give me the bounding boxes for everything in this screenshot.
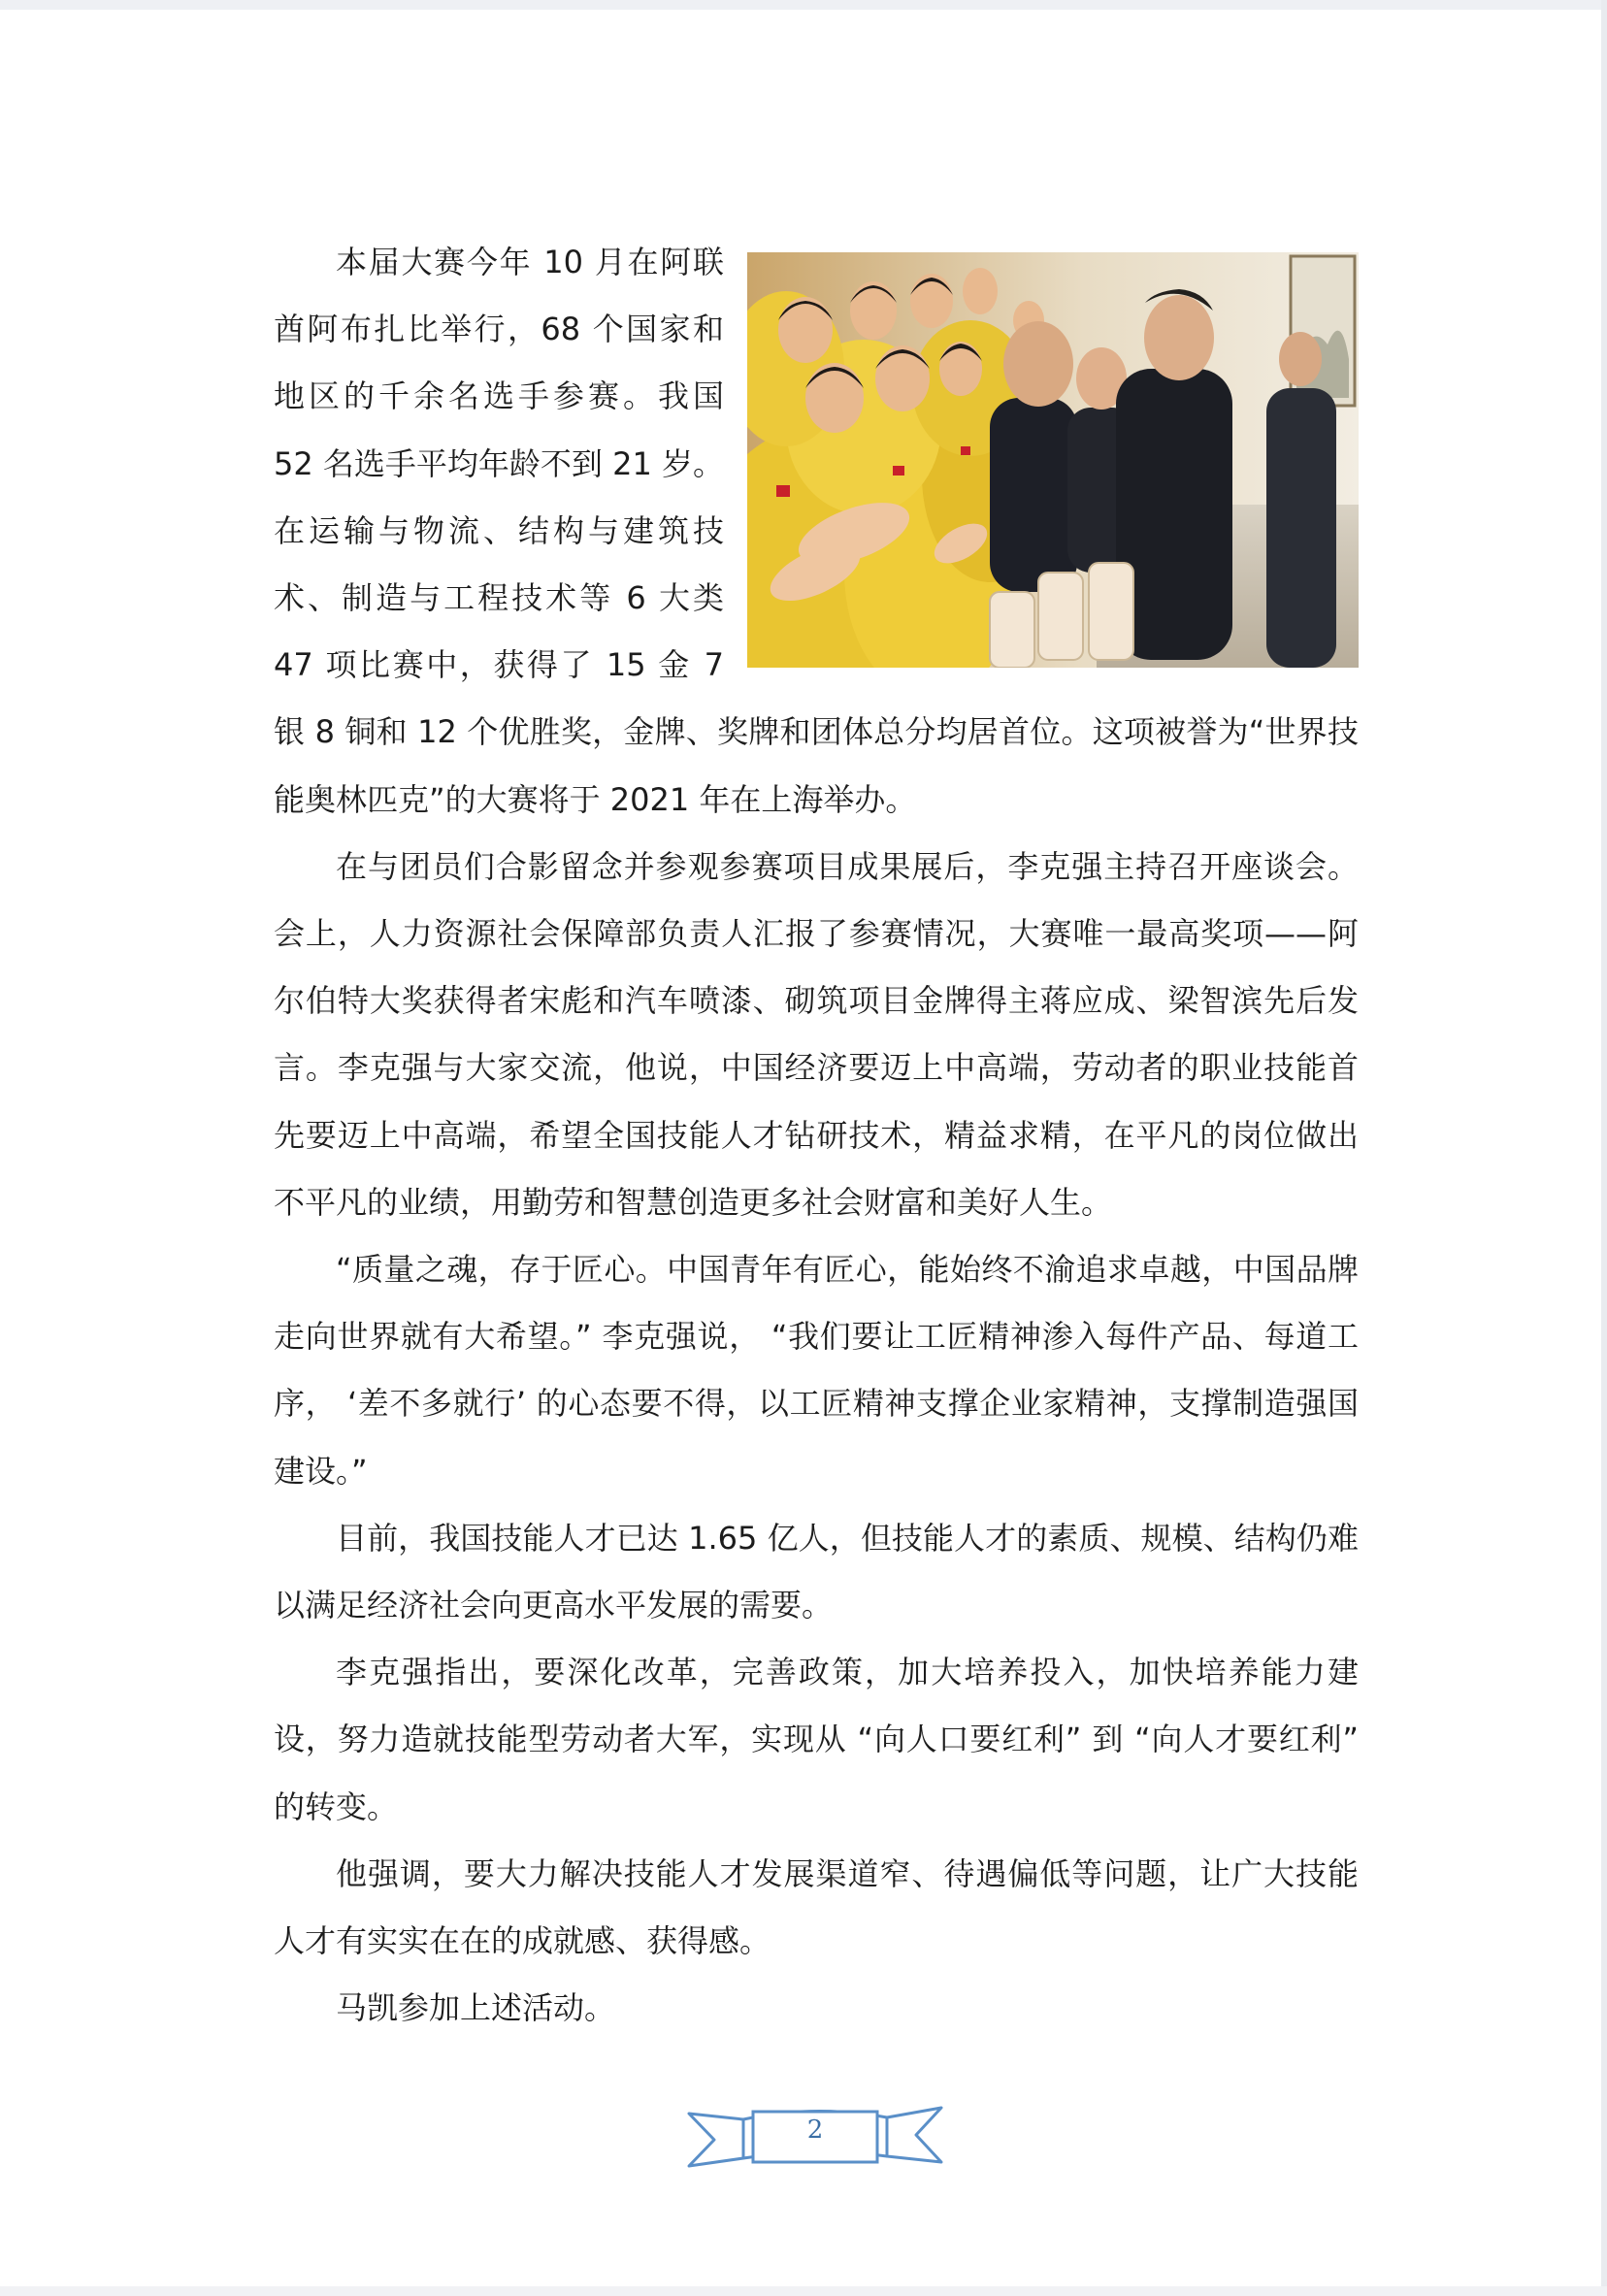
scan-edge-right	[1601, 0, 1607, 2296]
page-number-ribbon	[685, 2098, 945, 2172]
paragraph-2: 在与团员们合影留念并参观参赛项目成果展后，李克强主持召开座谈会。会上，人力资源社会保障部负责人汇报了参赛情况，大赛唯一最高奖项——阿尔伯特大奖获得者宋彪和汽车喷漆、砌筑项目金牌得主蒋应成、梁智滨先后发言。李克强与大家交流，他说，中国经济要迈上中高端，劳动者的职业技能首先要迈上中高端，希望全国技能人才钻研技术，精益求精，在平凡的岗位做出不平凡的业绩，用勤劳和智慧创造更多社会财富和美好人生。	[274, 847, 1359, 1221]
paragraph-6: 他强调，要大力解决技能人才发展渠道窄、待遇偏低等问题，让广大技能人才有实实在在的成就感、获得感。	[274, 1854, 1359, 1960]
news-photo	[747, 252, 1359, 668]
scan-edge-top	[0, 0, 1607, 10]
page-number: 2	[806, 2116, 824, 2145]
paragraph-1: 本届大赛今年 10 月在阿联酋阿布扎比举行，68 个国家和地区的千余名选手参赛。我国 52 名选手平均年龄不到 21 岁。在运输与物流、结构与建筑技术、制造与工程技术等 6 大类 47 项比赛中，获得了 15 金 7 银 8 铜和 12 个优胜奖，金牌、奖牌和团体总分均居首位。这项被誉为“世界技能奥林匹克”的大赛将于 2021 年在上海举办。	[274, 244, 1359, 818]
paragraph-5: 李克强指出，要深化改革，完善政策，加大培养投入，加快培养能力建设，努力造就技能型劳动者大军，实现从 “向人口要红利” 到 “向人才要红利” 的转变。	[274, 1654, 1359, 1825]
article-body	[274, 229, 1359, 2042]
scan-edge-bottom	[0, 2286, 1607, 2296]
paragraph-4: 目前，我国技能人才已达 1.65 亿人，但技能人才的素质、规模、结构仍难以满足经济社会向更高水平发展的需要。	[274, 1519, 1359, 1624]
paragraph-3: “质量之魂，存于匠心。中国青年有匠心，能始终不渝追求卓越，中国品牌走向世界就有大希望。” 李克强说， “我们要让工匠精神渗入每件产品、每道工序， ‘差不多就行’ 的心态要不得，以工匠精神支撑企业家精神，支撑制造强国建设。”	[274, 1251, 1359, 1490]
paragraph-7: 马凯参加上述活动。	[336, 1989, 616, 2027]
